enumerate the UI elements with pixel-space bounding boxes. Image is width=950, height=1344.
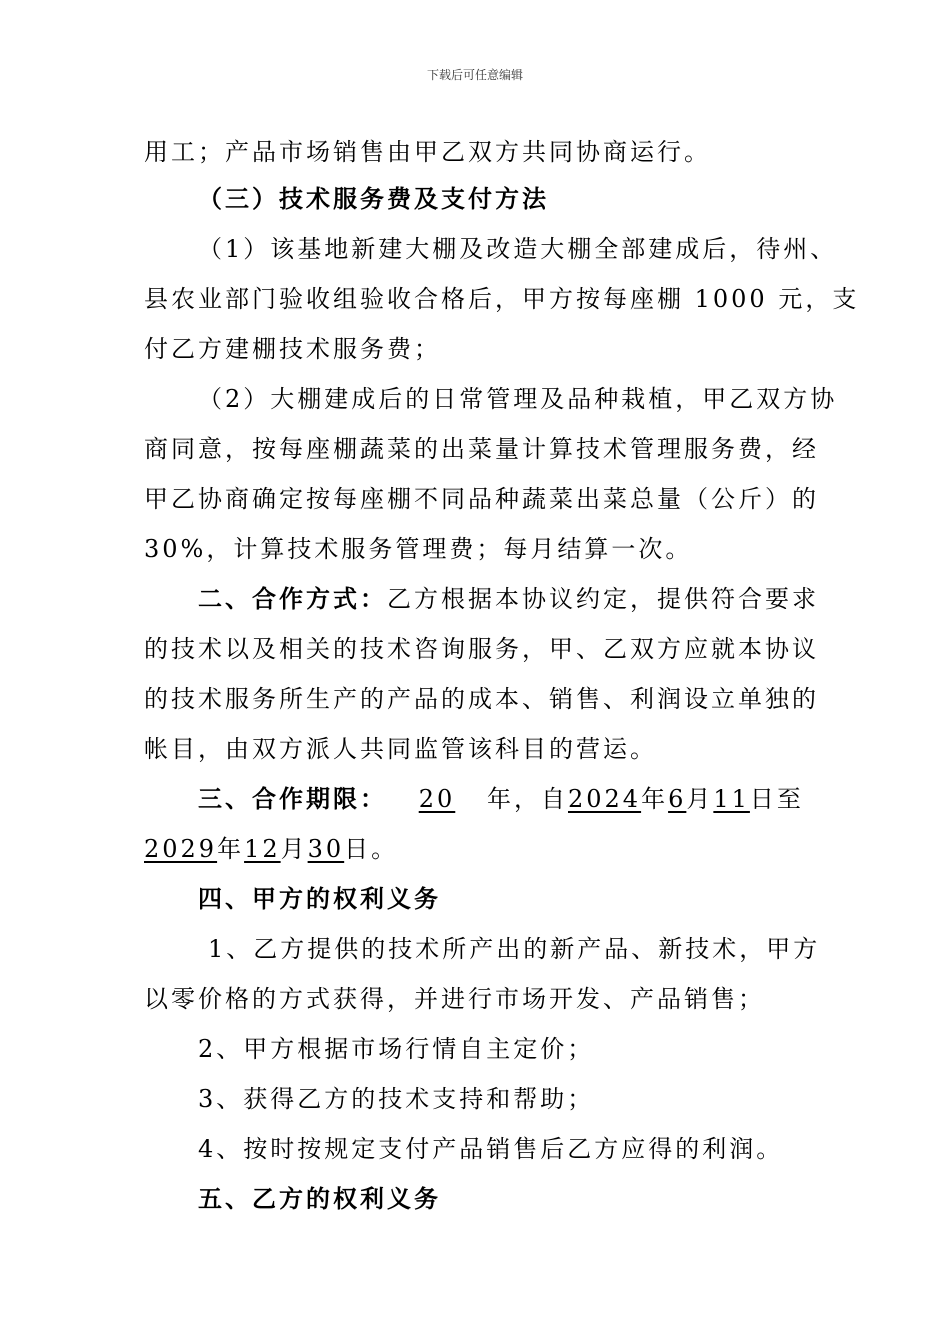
section-heading: 三、合作期限： xyxy=(198,784,387,813)
start-day-field: 11 xyxy=(713,785,750,813)
paragraph-line: 以零价格的方式获得，并进行市场开发、产品销售； xyxy=(144,985,765,1013)
list-item: 4、按时按规定支付产品销售后乙方应得的利润。 xyxy=(198,1135,784,1163)
start-month-field: 6 xyxy=(668,785,687,813)
paragraph-text: 乙方根据本协议约定，提供符合要求 xyxy=(387,585,819,613)
paragraph-line: 的技术以及相关的技术咨询服务，甲、乙双方应就本协议 xyxy=(144,635,819,663)
paragraph-line xyxy=(198,584,819,614)
paragraph-line: 付乙方建棚技术服务费； xyxy=(144,335,441,363)
paragraph-line xyxy=(144,834,398,864)
paragraph-text: 年，自 xyxy=(487,785,568,813)
paragraph-text: 日。 xyxy=(344,835,399,863)
section-heading: 二、合作方式： xyxy=(198,584,387,613)
end-day-field: 30 xyxy=(307,835,345,863)
paragraph-line: 1、乙方提供的技术所产出的新产品、新技术，甲方 xyxy=(208,935,821,963)
paragraph-line: （1）该基地新建大棚及改造大棚全部建成后，待州、 xyxy=(198,235,838,263)
end-year-field: 2029 xyxy=(144,835,218,863)
term-years-field: 20 xyxy=(418,785,456,813)
end-month-field: 12 xyxy=(244,835,281,863)
paragraph-text: 月 xyxy=(280,835,308,863)
paragraph-line xyxy=(198,784,804,814)
list-item: 2、甲方根据市场行情自主定价； xyxy=(198,1035,595,1063)
paragraph-text: 年 xyxy=(217,835,245,863)
paragraph-line: 的技术服务所生产的产品的成本、销售、利润设立单独的 xyxy=(144,685,819,713)
list-item: 3、获得乙方的技术支持和帮助； xyxy=(198,1085,595,1113)
paragraph-line: 商同意，按每座棚蔬菜的出菜量计算技术管理服务费，经 xyxy=(144,435,819,463)
start-year-field: 2024 xyxy=(568,785,642,813)
paragraph-text: 日至 xyxy=(749,785,804,813)
paragraph-line: 用工；产品市场销售由甲乙双方共同协商运行。 xyxy=(144,138,711,166)
paragraph-text: 年 xyxy=(641,785,669,813)
paragraph-line: （2）大棚建成后的日常管理及品种栽植，甲乙双方协 xyxy=(198,385,838,413)
paragraph-line: 县农业部门验收组验收合格后，甲方按每座棚 1000 元，支 xyxy=(144,285,860,313)
section-heading: 四、甲方的权利义务 xyxy=(198,884,441,913)
section-heading: （三）技术服务费及支付方法 xyxy=(198,184,549,213)
section-heading: 五、乙方的权利义务 xyxy=(198,1184,441,1213)
page-header: 下载后可任意编辑 xyxy=(426,68,523,82)
paragraph-line: 甲乙协商确定按每座棚不同品种蔬菜出菜总量（公斤）的 xyxy=(144,485,819,513)
paragraph-line: 30%，计算技术服务管理费；每月结算一次。 xyxy=(144,535,693,563)
paragraph-line: 帐目，由双方派人共同监管该科目的营运。 xyxy=(144,735,657,763)
paragraph-text: 月 xyxy=(686,785,714,813)
